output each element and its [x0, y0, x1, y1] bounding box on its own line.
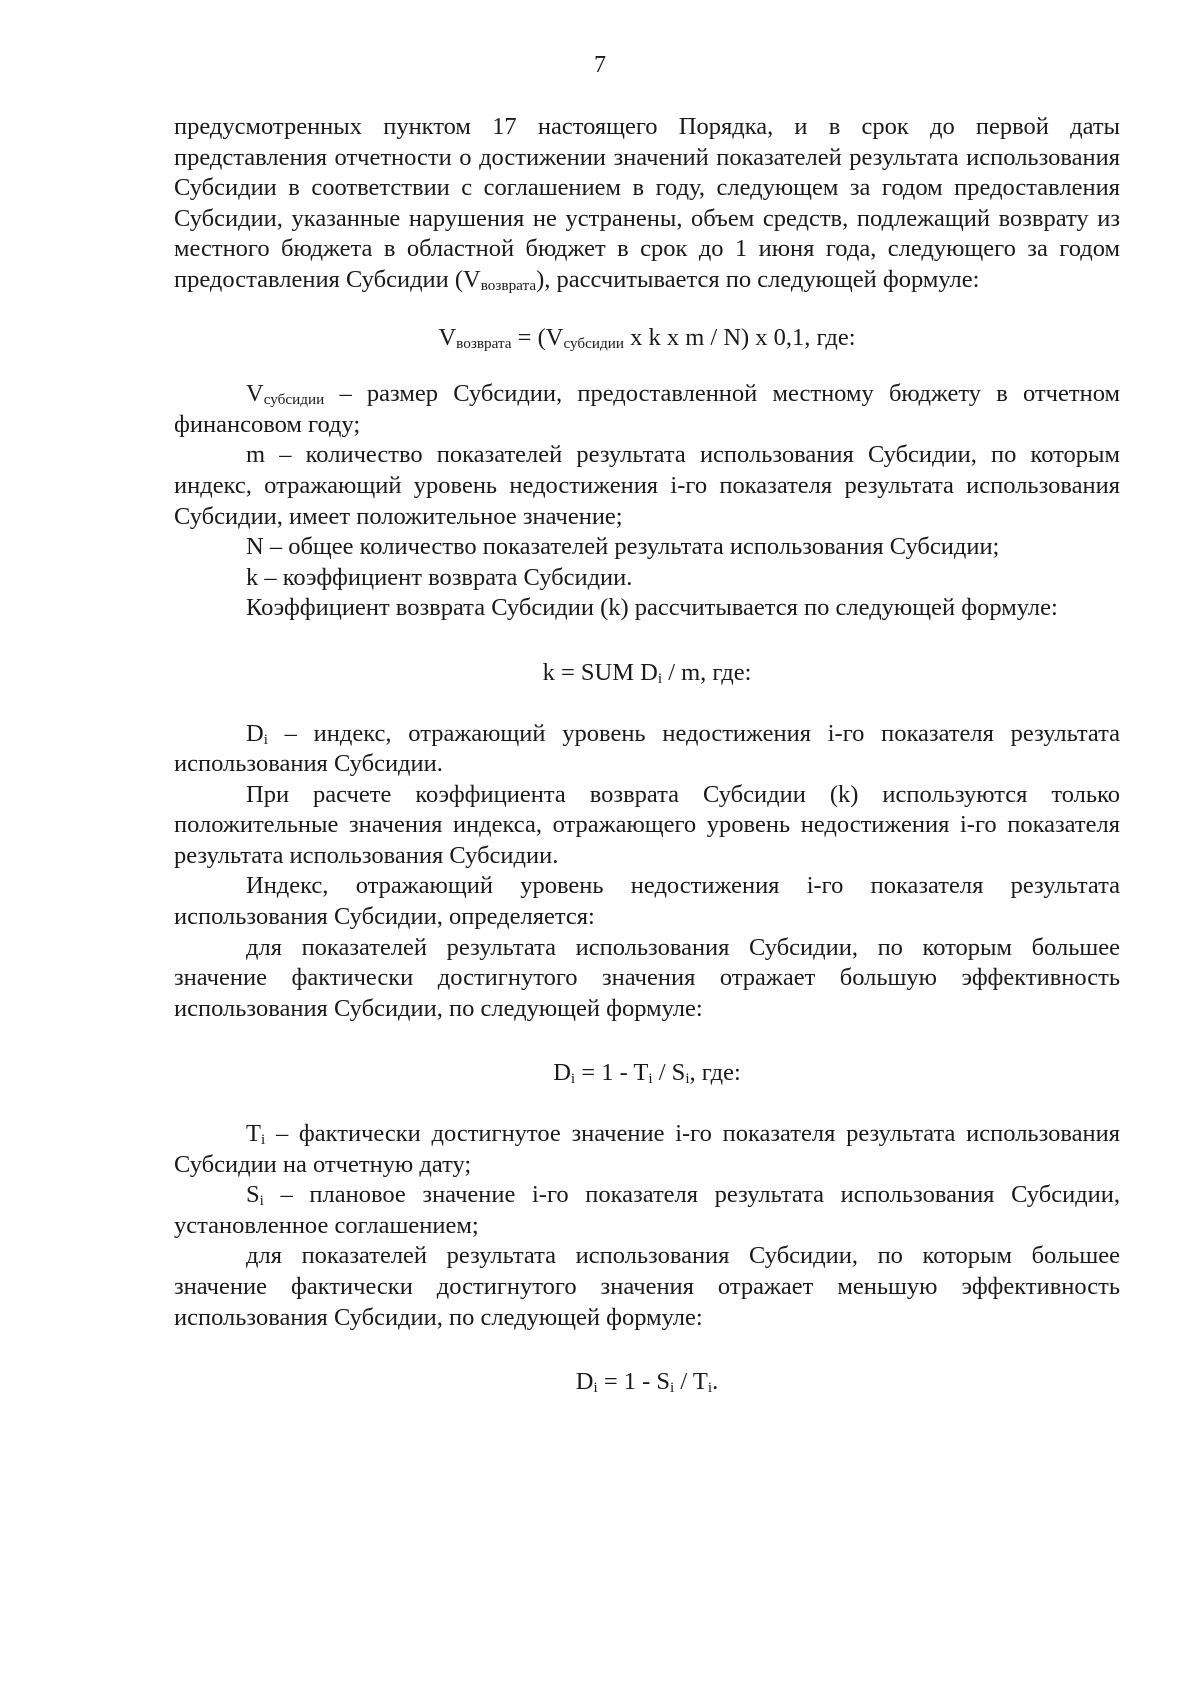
- note-positive-values: При расчете коэффициента возврата Субсидии (k) используются только положительные значения индекса, отражающего уровень недостижения i-го показателя результата использования Субсидии.: [174, 780, 1120, 869]
- formula-di-greater: $D_i = 1 - T_i / S_i$, где:: [553, 1059, 741, 1088]
- definition-v-subsidy: $V_{субсидии}$ – размер Субсидии, предоставленной местному бюджету в отчетном финансовом году;: [174, 380, 1120, 438]
- definition-si: $S_i$ – плановое значение i-го показателя результата использования Субсидии, установленное соглашением;: [174, 1181, 1120, 1239]
- formula-di-lower: $D_i = 1 - S_i / T_i$.: [575, 1368, 719, 1397]
- document-body: [174, 112, 1120, 1398]
- definition-k: k – коэффициент возврата Субсидии.: [246, 563, 633, 591]
- coefficient-intro: Коэффициент возврата Субсидии (k) рассчитывается по следующей формуле:: [246, 594, 1058, 622]
- definition-n: N – общее количество показателей результата использования Субсидии;: [246, 533, 1000, 561]
- index-defined: Индекс, отражающий уровень недостижения i-го показателя результата использования Субсидии, определяется:: [174, 872, 1120, 931]
- case-greater-efficiency: для показателей результата использования Субсидии, по которым большее значение фактически достигнутого значения отражает большую эффективность использования Субсидии, по следующей формуле:: [174, 933, 1120, 1022]
- case-lower-efficiency: для показателей результата использования Субсидии, по которым большее значение фактически достигнутого значения отражает меньшую эффективность использования Субсидии, по следующей формуле:: [174, 1242, 1120, 1331]
- paragraph-return-conditions: предусмотренных пунктом 17 настоящего Порядка, и в срок до первой даты представления отчетности о достижении значений показателей результата использования Субсидии в соответствии с соглашением в году, следующем за годом предоставления Субсидии, указанные нарушения не устранены, объем средств, подлежащий возврату из местного бюджета в областной бюджет в срок до 1 июня года, следующего за годом предоставления Субсидии $(V_{возврата})$, рассчитывается по следующей формуле:: [174, 113, 1120, 294]
- definition-di: $D_i$ – индекс, отражающий уровень недостижения i-го показателя результата использования Субсидии.: [174, 719, 1120, 778]
- definition-m: m – количество показателей результата использования Субсидии, по которым индекс, отражающий уровень недостижения i-го показателя результата использования Субсидии, имеет положительное значение;: [174, 441, 1120, 530]
- page-number: 7: [594, 52, 606, 78]
- definition-ti: $T_i$ – фактически достигнутое значение i-го показателя результата использования Субсидии на отчетную дату;: [174, 1120, 1120, 1178]
- formula-coefficient-k: k = SUM $D_i$ / m, где:: [542, 658, 752, 687]
- formula-return-volume: $V_{возврата} = (V_{субсидии}$ x k x m / N) x 0,1, где:: [438, 323, 856, 352]
